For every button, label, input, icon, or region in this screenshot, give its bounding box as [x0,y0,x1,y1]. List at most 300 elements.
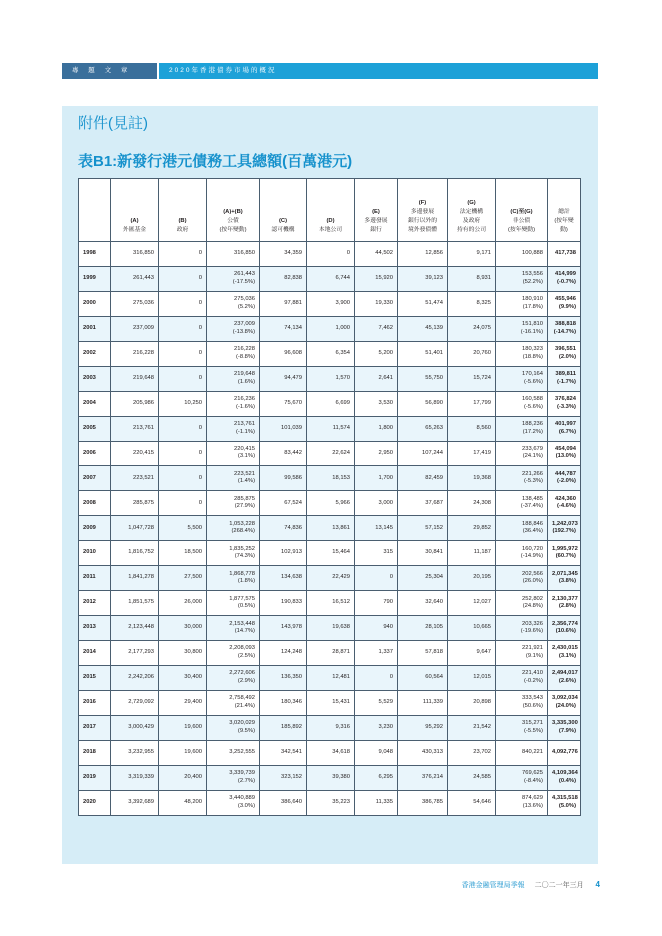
cell-value: 30,841 [425,549,443,556]
cell-value: 205,986 [133,399,154,406]
value-cell [496,566,548,591]
value-cell [307,665,355,690]
value-cell [207,566,260,591]
value-cell [448,416,496,441]
value-cell [111,641,159,666]
value-cell [496,391,548,416]
cell-value: 143,978 [281,624,302,631]
table-row [79,316,581,341]
yoy-change: (1.4%) [237,478,255,485]
cell-value: 55,750 [425,374,443,381]
cell-value: 19,600 [184,724,202,731]
column-header [448,179,496,242]
cell-value: 2008 [83,499,96,506]
value-cell [260,616,307,641]
value-cell [307,466,355,491]
cell-value: 101,039 [281,424,302,431]
value-cell [159,341,207,366]
cell-value: 54,646 [473,798,491,805]
cell-value: 0 [198,424,202,431]
value-cell [355,616,398,641]
yoy-change: (3.8%) [558,578,576,585]
year-cell [79,566,111,591]
value-cell [207,266,260,291]
cell-value: 9,647 [476,649,491,656]
cell-value: 237,009 [133,325,154,332]
value-cell [548,690,581,715]
cell-value: 30,400 [184,674,202,681]
value-cell [548,266,581,291]
cell-value: 376,824 [555,396,576,403]
cell-value: 190,833 [281,599,302,606]
cell-value: 12,856 [425,250,443,257]
year-cell [79,441,111,466]
cell-value: 0 [198,325,202,332]
cell-value: 60,564 [425,674,443,681]
cell-value: 24,585 [473,773,491,780]
cell-value: 2000 [83,300,96,307]
cell-value: 19,368 [473,474,491,481]
cell-value: 51,474 [425,300,443,307]
cell-value: 3,530 [378,399,393,406]
cell-value: 216,228 [234,346,255,353]
value-cell [448,690,496,715]
cell-value: 102,913 [281,549,302,556]
cell-value: 24,075 [473,325,491,332]
cell-value: 48,200 [184,798,202,805]
value-cell [307,316,355,341]
cell-value: 342,541 [281,748,302,755]
value-cell [548,715,581,740]
cell-value: 203,326 [522,620,543,627]
cell-value: 0 [389,574,393,581]
yoy-change: (-8.8%) [235,353,255,360]
value-cell [207,591,260,616]
cell-value: 160,588 [522,396,543,403]
cell-value: 389,811 [555,371,576,378]
year-cell [79,291,111,316]
value-cell [307,790,355,815]
value-cell [355,416,398,441]
value-cell [260,790,307,815]
cell-value: 136,350 [281,674,302,681]
yoy-change: (-14.7%) [553,328,576,335]
cell-value: 417,738 [555,250,576,257]
value-cell [159,641,207,666]
cell-value: 4,092,776 [552,748,578,755]
cell-value: 237,009 [234,321,255,328]
column-code: (E) [372,209,380,216]
cell-value: 29,852 [473,524,491,531]
value-cell [159,740,207,765]
cell-value: 275,036 [234,296,255,303]
value-cell [207,391,260,416]
cell-value: 15,431 [332,699,350,706]
value-cell [355,266,398,291]
cell-value: 790 [383,599,393,606]
issuance-table [78,178,581,816]
page-footer [462,880,600,890]
yoy-change: (268.4%) [231,528,255,535]
yoy-change: (2.5%) [237,652,255,659]
column-header [260,179,307,242]
column-label: 認可機構 [271,227,295,234]
cell-value: 26,000 [184,599,202,606]
cell-value: 1,841,278 [128,574,154,581]
value-cell [159,616,207,641]
table-row [79,391,581,416]
cell-value: 11,187 [473,549,491,556]
cell-value: 3,000 [378,499,393,506]
cell-value: 12,481 [332,674,350,681]
yoy-change: (-14.9%) [520,553,543,560]
cell-value: 21,542 [473,724,491,731]
value-cell [496,790,548,815]
cell-value: 2,208,093 [229,645,255,652]
yoy-change: (24.1%) [522,453,543,460]
cell-value: 15,464 [332,549,350,556]
yoy-change: (6.7%) [558,428,576,435]
value-cell [448,491,496,516]
cell-value: 2006 [83,449,96,456]
cell-value: 170,164 [522,371,543,378]
value-cell [398,341,448,366]
column-code: (G) [467,200,476,207]
value-cell [260,491,307,516]
cell-value: 74,836 [284,524,302,531]
cell-value: 219,648 [234,371,255,378]
yoy-change: (3.1%) [237,453,255,460]
cell-value: 220,415 [133,449,154,456]
cell-value: 2,242,206 [128,674,154,681]
cell-value: 1,816,752 [128,549,154,556]
table-row [79,516,581,541]
yoy-change: (0.4%) [558,777,576,784]
value-cell [207,690,260,715]
column-header [307,179,355,242]
value-cell [548,416,581,441]
cell-value: 20,898 [473,699,491,706]
cell-value: 3,335,300 [552,720,578,727]
cell-value: 2,729,092 [128,699,154,706]
yoy-change: (2.0%) [558,353,576,360]
column-label: 銀行以外的 [408,218,437,225]
cell-value: 12,027 [473,599,491,606]
cell-value: 13,861 [332,524,350,531]
value-cell [207,765,260,790]
yoy-change: (52.2%) [522,278,543,285]
value-cell [260,291,307,316]
value-cell [111,516,159,541]
cell-value: 454,094 [555,445,576,452]
value-cell [260,740,307,765]
cell-value: 3,232,955 [128,748,154,755]
yoy-change: (-19.6%) [520,628,543,635]
value-cell [448,715,496,740]
cell-value: 9,171 [476,250,491,257]
value-cell [355,765,398,790]
value-cell [398,665,448,690]
cell-value: 2,430,015 [552,645,578,652]
yoy-change: (60.7%) [555,553,576,560]
year-cell [79,341,111,366]
value-cell [398,491,448,516]
value-cell [260,665,307,690]
cell-value: 82,459 [425,474,443,481]
yoy-change: (24.8%) [522,603,543,610]
value-cell [548,641,581,666]
value-cell [448,316,496,341]
value-cell [355,441,398,466]
column-label: 公債 [227,218,239,225]
column-code: (F) [418,200,427,207]
cell-value: 20,760 [473,349,491,356]
value-cell [159,765,207,790]
value-cell [448,641,496,666]
column-code: (C) [278,218,288,225]
value-cell [307,641,355,666]
cell-value: 99,586 [284,474,302,481]
value-cell [548,316,581,341]
value-cell [496,715,548,740]
column-label: 多邊發展 [410,209,435,216]
table-row [79,541,581,566]
yoy-change: (5.0%) [558,802,576,809]
year-cell [79,616,111,641]
value-cell [260,466,307,491]
value-cell [448,566,496,591]
cell-value: 2005 [83,424,96,431]
column-header [111,179,159,242]
cell-value: 2011 [83,574,96,581]
value-cell [260,641,307,666]
value-cell [307,291,355,316]
year-cell [79,665,111,690]
value-cell [355,391,398,416]
cell-value: 180,346 [281,699,302,706]
cell-value: 323,152 [281,773,302,780]
yoy-change: (-5.5%) [523,727,543,734]
year-cell [79,266,111,291]
value-cell [111,266,159,291]
value-cell [260,416,307,441]
cell-value: 213,761 [234,421,255,427]
cell-value: 107,244 [422,449,443,456]
value-cell [398,391,448,416]
cell-value: 219,648 [133,374,154,381]
value-cell [496,416,548,441]
cell-value: 22,624 [332,449,350,456]
cell-value: 51,401 [425,349,443,356]
value-cell [548,242,581,267]
cell-value: 27,500 [184,574,202,581]
value-cell [496,366,548,391]
value-cell [496,765,548,790]
year-cell [79,416,111,441]
cell-value: 414,999 [555,271,576,278]
value-cell [159,466,207,491]
value-cell [448,266,496,291]
value-cell [398,690,448,715]
value-cell [111,391,159,416]
value-cell [398,466,448,491]
yoy-change: (17.8%) [522,303,543,310]
value-cell [207,641,260,666]
value-cell [496,466,548,491]
value-cell [548,391,581,416]
value-cell [398,441,448,466]
cell-value: 57,152 [425,524,443,531]
cell-value: 34,359 [284,250,302,257]
cell-value: 65,263 [425,424,443,431]
value-cell [260,765,307,790]
value-cell [496,641,548,666]
page-number: 4 [595,880,600,889]
value-cell [159,541,207,566]
value-cell [355,316,398,341]
value-cell [307,740,355,765]
value-cell [159,790,207,815]
value-cell [307,765,355,790]
cell-value: 1,995,972 [552,545,578,552]
value-cell [355,591,398,616]
column-label: (按年變動) [507,227,536,234]
cell-value: 1,337 [378,649,393,656]
cell-value: 10,250 [184,399,202,406]
cell-value: 8,931 [476,275,491,282]
cell-value: 840,221 [522,748,543,755]
year-cell [79,391,111,416]
cell-value: 18,500 [184,549,202,556]
value-cell [355,541,398,566]
yoy-change: (18.8%) [522,353,543,360]
value-cell [448,765,496,790]
table-row [79,765,581,790]
cell-value: 111,339 [422,699,443,706]
value-cell [159,516,207,541]
cell-value: 30,800 [184,649,202,656]
value-cell [448,441,496,466]
cell-value: 2004 [83,399,96,406]
value-cell [355,341,398,366]
cell-value: 444,787 [555,470,576,477]
value-cell [111,341,159,366]
cell-value: 221,266 [522,470,543,477]
cell-value: 100,888 [522,250,543,257]
cell-value: 3,392,689 [128,798,154,805]
value-cell [207,316,260,341]
cell-value: 261,443 [234,271,255,278]
cell-value: 1998 [83,250,96,257]
value-cell [111,740,159,765]
value-cell [111,291,159,316]
yoy-change: (26.0%) [522,578,543,585]
value-cell [207,790,260,815]
column-label: 銀行 [370,227,382,234]
cell-value: 2,130,377 [552,595,578,602]
cell-value: 19,330 [375,300,393,307]
value-cell [111,591,159,616]
table-row [79,466,581,491]
value-cell [260,242,307,267]
cell-value: 0 [198,275,202,282]
value-cell [548,765,581,790]
column-label: (按年變動) [554,218,574,234]
value-cell [548,341,581,366]
value-cell [260,591,307,616]
cell-value: 213,761 [133,424,154,431]
value-cell [111,316,159,341]
table-row [79,266,581,291]
cell-value: 74,134 [284,325,302,332]
cell-value: 3,092,034 [552,695,578,702]
value-cell [548,441,581,466]
yoy-change: (21.4%) [234,702,255,709]
table-row [79,566,581,591]
cell-value: 37,687 [425,499,443,506]
cell-value: 160,720 [522,545,543,552]
value-cell [398,416,448,441]
cell-value: 0 [198,250,202,257]
value-cell [398,516,448,541]
year-cell [79,690,111,715]
yoy-change: (-1.1%) [235,428,255,435]
value-cell [496,316,548,341]
cell-value: 29,400 [184,699,202,706]
table-row [79,416,581,441]
cell-value: 2,153,448 [229,620,255,627]
cell-value: 2,071,345 [552,570,578,577]
value-cell [159,316,207,341]
table-row [79,242,581,267]
cell-value: 13,145 [375,524,393,531]
cell-value: 1,800 [378,424,393,431]
column-code: (B) [178,218,187,225]
cell-value: 2,177,293 [128,649,154,656]
cell-value: 5,529 [378,699,393,706]
cell-value: 2001 [83,325,96,332]
cell-value: 0 [389,674,393,681]
column-label: 持有的公司 [457,227,486,234]
value-cell [207,715,260,740]
value-cell [207,366,260,391]
cell-value: 220,415 [234,445,255,452]
cell-value: 221,410 [522,670,543,677]
cell-value: 1,877,575 [229,595,255,602]
value-cell [548,790,581,815]
value-cell [207,616,260,641]
cell-value: 3,230 [378,724,393,731]
cell-value: 138,485 [522,495,543,502]
value-cell [496,740,548,765]
column-header [355,179,398,242]
yoy-change: (-2.0%) [556,478,576,485]
cell-value: 0 [198,374,202,381]
value-cell [111,466,159,491]
cell-value: 8,325 [476,300,491,307]
yoy-change: (-4.6%) [556,503,576,510]
cell-value: 151,810 [522,321,543,328]
value-cell [355,715,398,740]
value-cell [496,341,548,366]
cell-value: 2007 [83,474,96,481]
value-cell [355,242,398,267]
cell-value: 9,316 [335,724,350,731]
cell-value: 3,440,889 [229,795,255,802]
column-label: 多邊發展 [364,218,388,225]
value-cell [207,665,260,690]
yoy-change: (36.4%) [522,528,543,535]
